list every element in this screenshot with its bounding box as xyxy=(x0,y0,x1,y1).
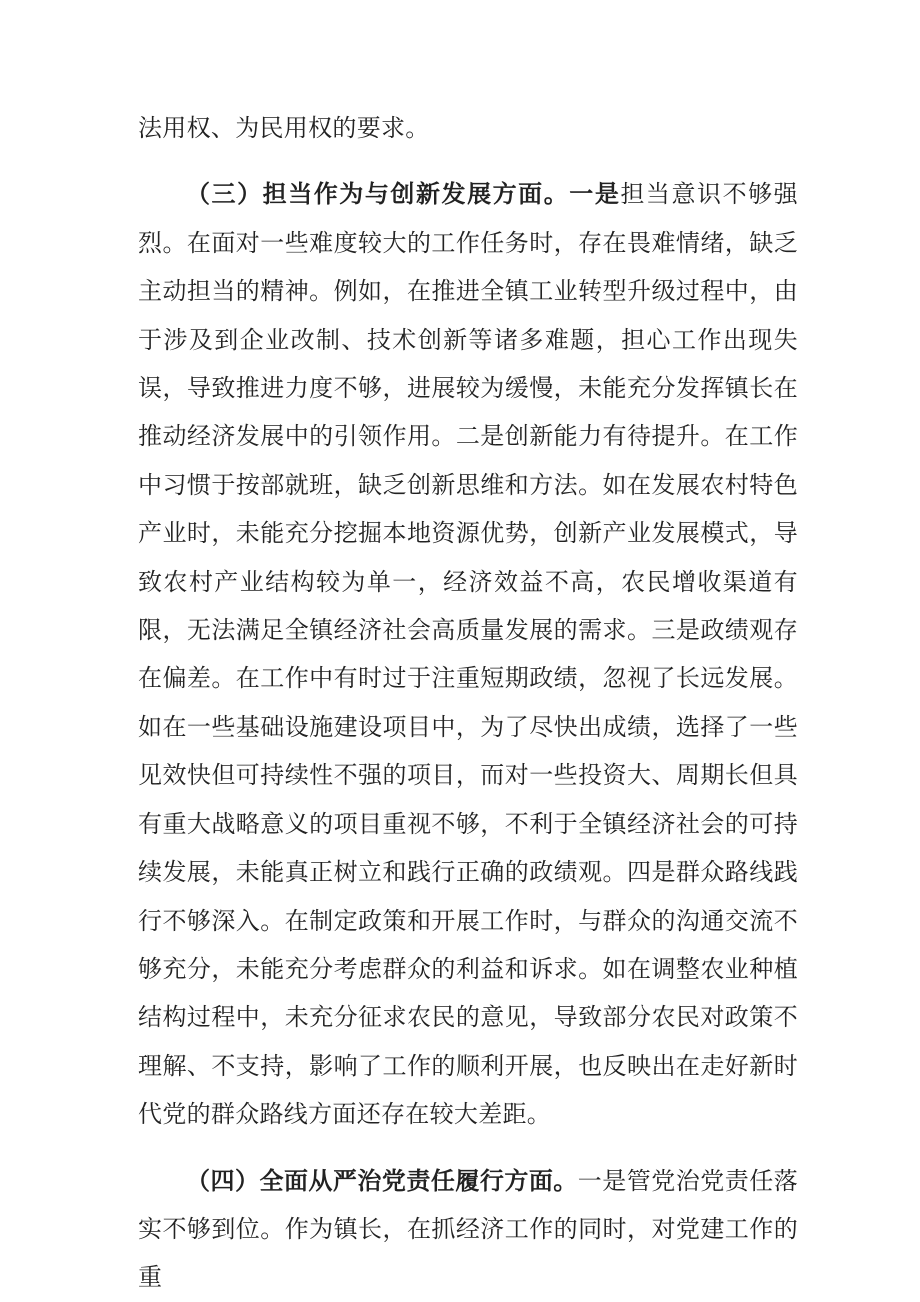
paragraph-section-four xyxy=(138,1157,798,1302)
section-three-body: 担当意识不够强烈。在面对一些难度较大的工作任务时，存在畏难情绪，缺乏主动担当的精神。例如，在推进全镇工业转型升级过程中，由于涉及到企业改制、技术创新等诸多难题，担心工作出现失误，导致推进力度不够，进展较为缓慢，未能充分发挥镇长在推动经济发展中的引领作用。二是创新能力有待提升。在工作中习惯于按部就班，缺乏创新思维和方法。如在发展农村特色产业时，未能充分挖掘本地资源优势，创新产业发展模式，导致农村产业结构较为单一，经济效益不高，农民增收渠道有限，无法满足全镇经济社会高质量发展的需求。三是政绩观存在偏差。在工作中有时过于注重短期政绩，忽视了长远发展。如在一些基础设施建设项目中，为了尽快出成绩，选择了一些见效快但可持续性不强的项目，而对一些投资大、周期长但具有重大战略意义的项目重视不够，不利于全镇经济社会的可持续发展，未能真正树立和践行正确的政绩观。四是群众路线践行不够深入。在制定政策和开展工作时，与群众的沟通交流不够充分，未能充分考虑群众的利益和诉求。如在调整农业种植结构过程中，未充分征求农民的意见，导致部分农民对政策不理解、不支持，影响了工作的顺利开展，也反映出在走好新时代党的群众路线方面还存在较大差距。 xyxy=(138,180,798,1129)
paragraph-text: 法用权、为民用权的要求。 xyxy=(138,114,430,142)
section-three-heading: （三）担当作为与创新发展方面。一是 xyxy=(186,179,621,209)
paragraph-continuation xyxy=(138,104,798,152)
document-page xyxy=(138,104,798,1302)
section-four-heading: （四）全面从严治党责任履行方面。 xyxy=(186,1165,578,1195)
section-four-body: 一是管党治党责任落实不够到位。作为镇长，在抓经济工作的同时，对党建工作的重 xyxy=(138,1166,798,1292)
paragraph-section-three xyxy=(138,170,798,1138)
